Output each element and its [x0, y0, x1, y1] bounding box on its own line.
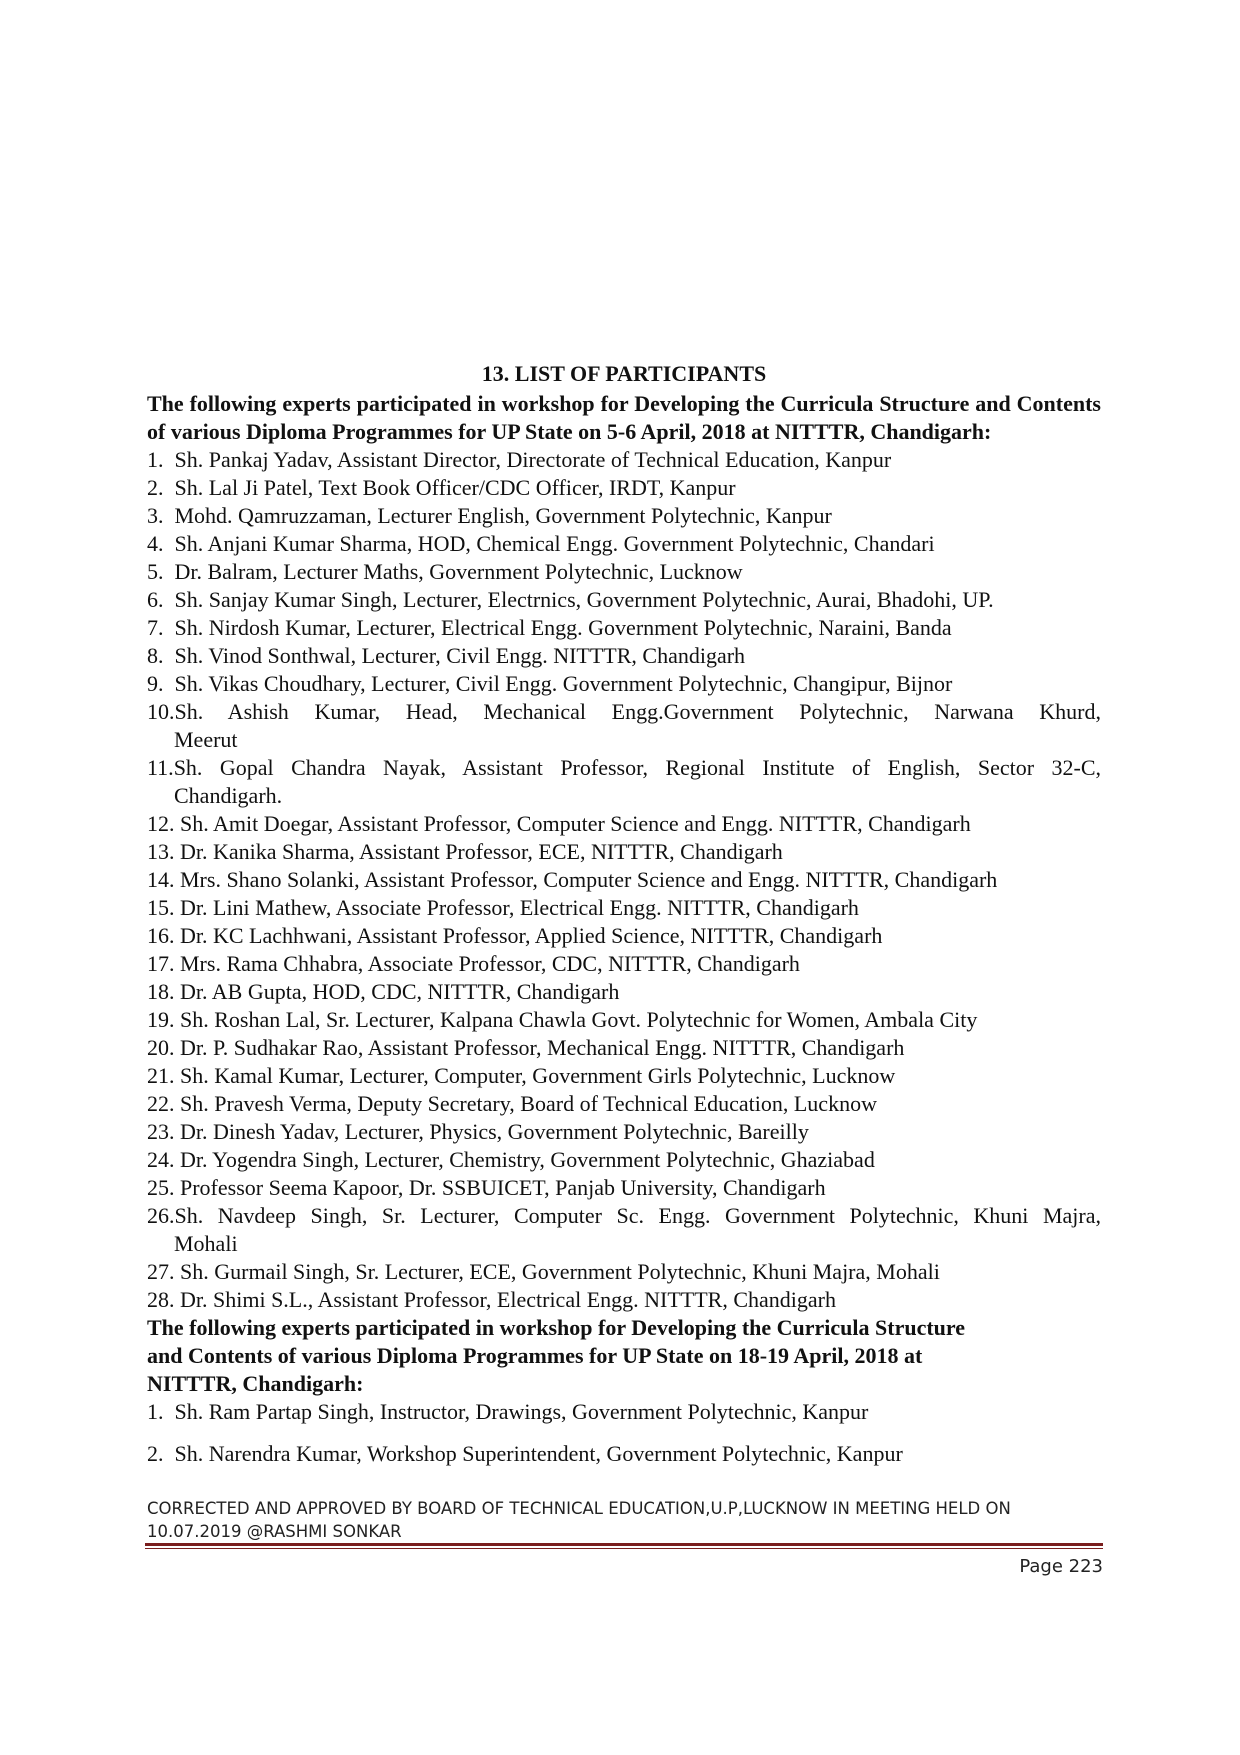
list-item: [147, 894, 1101, 922]
list-item-text: Sh. Lal Ji Patel, Text Book Officer/CDC Officer, IRDT, Kanpur: [174, 475, 736, 500]
list-item-number: 1.: [147, 447, 175, 472]
list-item-number: 12.: [147, 811, 180, 836]
list-item-number: 20.: [147, 1035, 180, 1060]
list-item: [147, 586, 1101, 614]
list-item: [147, 642, 1101, 670]
list-item-text: Dr. Dinesh Yadav, Lecturer, Physics, Government Polytechnic, Bareilly: [180, 1119, 809, 1144]
list-item: [147, 1258, 1101, 1286]
list-item-text: Dr. Balram, Lecturer Maths, Government Polytechnic, Lucknow: [174, 559, 743, 584]
list-item-number: 2.: [147, 475, 175, 500]
list-item: [147, 670, 1101, 698]
list-item-number: 27.: [147, 1259, 180, 1284]
list-item: [147, 922, 1101, 950]
list-item-number: 18.: [147, 979, 180, 1004]
approval-note-line2: 10.07.2019 @RASHMI SONKAR: [147, 1522, 402, 1541]
list-item: [147, 614, 1101, 642]
list-item-text: Sh. Sanjay Kumar Singh, Lecturer, Electrnics, Government Polytechnic, Aurai, Bhadohi, UP.: [174, 587, 994, 612]
list-item-number: 16.: [147, 923, 180, 948]
section-heading: 13. LIST OF PARTICIPANTS: [481, 361, 767, 386]
list-item-number: 17.: [147, 951, 180, 976]
list-item: [147, 530, 1101, 558]
list-item-number: 8.: [147, 643, 175, 668]
list-item-number: 24.: [147, 1147, 180, 1172]
list-item-text: Sh. Pravesh Verma, Deputy Secretary, Board of Technical Education, Lucknow: [180, 1091, 877, 1116]
list-item-text: Dr. P. Sudhakar Rao, Assistant Professor, Mechanical Engg. NITTTR, Chandigarh: [180, 1035, 905, 1060]
list-item-text: Dr. Kanika Sharma, Assistant Professor, ECE, NITTTR, Chandigarh: [180, 839, 783, 864]
list-item-number: 19.: [147, 1007, 180, 1032]
list-item: [147, 866, 1101, 894]
list-item-number: 1.: [147, 1399, 175, 1424]
list-item-text: Dr. Yogendra Singh, Lecturer, Chemistry, Government Polytechnic, Ghaziabad: [180, 1147, 875, 1172]
list-item-text: Mrs. Rama Chhabra, Associate Professor, CDC, NITTTR, Chandigarh: [180, 951, 800, 976]
footer-rule: [145, 1543, 1103, 1546]
list-item: [147, 1146, 1101, 1174]
list-item: [147, 698, 1101, 726]
list-item: [147, 1174, 1101, 1202]
list-item-number: 2.: [147, 1441, 175, 1466]
list-item-text: Sh. Nirdosh Kumar, Lecturer, Electrical Engg. Government Polytechnic, Naraini, Banda: [174, 615, 952, 640]
list-item-number: 28.: [147, 1287, 180, 1312]
list-item-text: Sh. Ashish Kumar, Head, Mechanical Engg.Government Polytechnic, Narwana Khurd,: [174, 699, 1101, 724]
list-item-number: 3.: [147, 503, 175, 528]
list-item: [147, 1118, 1101, 1146]
list-item: [147, 838, 1101, 866]
list-item-text: Dr. Shimi S.L., Assistant Professor, Electrical Engg. NITTTR, Chandigarh: [180, 1287, 836, 1312]
list-item-text: Sh. Pankaj Yadav, Assistant Director, Directorate of Technical Education, Kanpur: [174, 447, 892, 472]
list-item: [147, 1440, 1101, 1468]
list-item: [147, 1398, 1101, 1426]
list-item-number: 14.: [147, 867, 180, 892]
list-item-number: 22.: [147, 1091, 180, 1116]
list-item: [147, 1286, 1101, 1314]
list-item: [147, 810, 1101, 838]
participants-list-1: [147, 446, 1101, 1314]
list-item-text: Sh. Narendra Kumar, Workshop Superintendent, Government Polytechnic, Kanpur: [174, 1441, 903, 1466]
approval-note: [147, 1497, 1107, 1543]
page-content: [147, 360, 1101, 1468]
list-item-number: 13.: [147, 839, 180, 864]
list-item: [147, 502, 1101, 530]
list-item-text: Sh. Amit Doegar, Assistant Professor, Computer Science and Engg. NITTTR, Chandigarh: [180, 811, 971, 836]
list-item-text: Mohd. Qamruzzaman, Lecturer English, Government Polytechnic, Kanpur: [174, 503, 832, 528]
list-item-text: Sh. Gopal Chandra Nayak, Assistant Professor, Regional Institute of English, Sector 32-C,: [173, 755, 1101, 780]
list-item: [147, 558, 1101, 586]
list-item-number: 11.: [147, 755, 174, 780]
list-item-text: Sh. Navdeep Singh, Sr. Lecturer, Computer Sc. Engg. Government Polytechnic, Khuni Majra,: [174, 1203, 1101, 1228]
list-item: [147, 1090, 1101, 1118]
section1-intro: The following experts participated in workshop for Developing the Curricula Structure and Contents of various Diploma Programmes for UP State on 5-6 April, 2018 at NITTTR, Chandigarh:: [147, 391, 1101, 444]
list-item-number: 15.: [147, 895, 180, 920]
list-item-number: 6.: [147, 587, 175, 612]
section2-intro: The following experts participated in workshop for Developing the Curricula Structure and Contents of various Diploma Programmes for UP State on 18-19 April, 2018 at NITTTR, Chandigarh:: [147, 1315, 966, 1396]
list-item-number: 9.: [147, 671, 175, 696]
list-item-text: Sh. Roshan Lal, Sr. Lecturer, Kalpana Chawla Govt. Polytechnic for Women, Ambala City: [180, 1007, 978, 1032]
list-item-text: Mrs. Shano Solanki, Assistant Professor, Computer Science and Engg. NITTTR, Chandigarh: [180, 867, 998, 892]
list-item-number: 7.: [147, 615, 175, 640]
list-item-text: Sh. Kamal Kumar, Lecturer, Computer, Government Girls Polytechnic, Lucknow: [180, 1063, 896, 1088]
list-item-continuation: Chandigarh.: [174, 783, 283, 808]
list-item-number: 5.: [147, 559, 175, 584]
footer-rule-thin: [145, 1548, 1103, 1549]
list-item-number: 10.: [147, 699, 175, 724]
list-item-text: Sh. Anjani Kumar Sharma, HOD, Chemical Engg. Government Polytechnic, Chandari: [174, 531, 935, 556]
list-item: [147, 950, 1101, 978]
approval-note-line1: CORRECTED AND APPROVED BY BOARD OF TECHNICAL EDUCATION,U.P,LUCKNOW IN MEETING HELD ON: [147, 1499, 1011, 1518]
list-item: [147, 1006, 1101, 1034]
list-item: [147, 978, 1101, 1006]
list-item-text: Sh. Vikas Choudhary, Lecturer, Civil Engg. Government Polytechnic, Changipur, Bijnor: [174, 671, 953, 696]
participants-list-2: [147, 1398, 1101, 1468]
list-item-text: Dr. AB Gupta, HOD, CDC, NITTTR, Chandigarh: [180, 979, 620, 1004]
list-item-text: Professor Seema Kapoor, Dr. SSBUICET, Panjab University, Chandigarh: [180, 1175, 826, 1200]
list-item-text: Sh. Gurmail Singh, Sr. Lecturer, ECE, Government Polytechnic, Khuni Majra, Mohali: [180, 1259, 940, 1284]
list-item: [147, 446, 1101, 474]
list-item: [147, 1202, 1101, 1230]
list-item: [147, 1062, 1101, 1090]
list-item-number: 26.: [147, 1203, 175, 1228]
list-item: [147, 1034, 1101, 1062]
list-item: [147, 474, 1101, 502]
list-item: [147, 754, 1101, 782]
list-item-text: Dr. KC Lachhwani, Assistant Professor, Applied Science, NITTTR, Chandigarh: [180, 923, 883, 948]
list-item-number: 21.: [147, 1063, 180, 1088]
list-item-number: 4.: [147, 531, 175, 556]
list-item-number: 23.: [147, 1119, 180, 1144]
list-item-number: 25.: [147, 1175, 180, 1200]
list-item-continuation: Mohali: [174, 1231, 238, 1256]
list-item-continuation: Meerut: [174, 727, 238, 752]
list-item-text: Sh. Ram Partap Singh, Instructor, Drawings, Government Polytechnic, Kanpur: [174, 1399, 869, 1424]
page-number: Page 223: [1019, 1556, 1103, 1577]
list-item-text: Dr. Lini Mathew, Associate Professor, Electrical Engg. NITTTR, Chandigarh: [180, 895, 859, 920]
list-item-text: Sh. Vinod Sonthwal, Lecturer, Civil Engg. NITTTR, Chandigarh: [174, 643, 746, 668]
